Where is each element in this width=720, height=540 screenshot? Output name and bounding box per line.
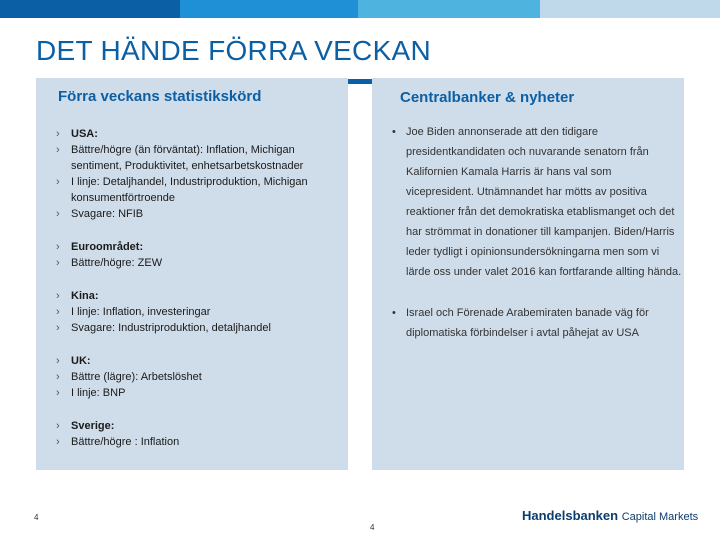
chevron-right-icon: ›: [56, 208, 60, 220]
region-heading: [56, 288, 342, 304]
chevron-right-icon: ›: [56, 436, 60, 448]
statistics-item: [56, 434, 342, 450]
statistics-item: [56, 142, 342, 174]
region-heading: [56, 353, 342, 369]
chevron-right-icon: ›: [56, 355, 60, 367]
statistics-item-text: I linje: Detaljhandel, Industriproduktion, Michigan konsumentförtroende: [71, 176, 308, 204]
statistics-item-text: USA:: [71, 128, 98, 140]
top-bar-segment-4: [540, 0, 720, 18]
statistics-group: [56, 126, 342, 222]
statistics-item: [56, 304, 342, 320]
statistics-group: [56, 288, 342, 336]
statistics-item-text: Bättre/högre: ZEW: [71, 257, 163, 269]
logo-sub-text: Capital Markets: [621, 511, 699, 523]
statistics-group: [56, 418, 342, 450]
statistics-item-text: Kina:: [71, 290, 99, 302]
page-title: DET HÄNDE FÖRRA VECKAN: [36, 35, 432, 66]
statistics-item: [56, 369, 342, 385]
statistics-item-text: Bättre/högre (än förväntat): Inflation, Michigan sentiment, Produktivitet, enhetsarbetskostnader: [71, 144, 304, 172]
statistics-item-text: Euroområdet:: [71, 241, 144, 253]
news-list: [392, 122, 682, 364]
chevron-right-icon: ›: [56, 144, 60, 156]
chevron-right-icon: ›: [56, 387, 60, 399]
statistics-group: [56, 239, 342, 271]
region-heading: [56, 126, 342, 142]
statistics-panel: [36, 78, 348, 470]
statistics-item-text: UK:: [71, 355, 91, 367]
statistics-item-text: Bättre/högre : Inflation: [71, 436, 180, 448]
handelsbanken-logo: [522, 508, 698, 523]
page-number-center: 4: [370, 523, 375, 532]
chevron-right-icon: ›: [56, 306, 60, 318]
chevron-right-icon: ›: [56, 257, 60, 269]
statistics-heading: Förra veckans statistikskörd: [58, 88, 262, 105]
chevron-right-icon: ›: [56, 371, 60, 383]
statistics-item-text: Sverige:: [71, 420, 115, 432]
statistics-item: [56, 206, 342, 222]
logo-main-text: Handelsbanken: [522, 508, 619, 523]
statistics-item: [56, 174, 342, 206]
region-heading: [56, 239, 342, 255]
news-item-text: Joe Biden annonserade att den tidigare presidentkandidaten och nuvarande senatorn från Kalifornien Kamala Harris är hans val som vicepresident. Utnämnandet har mötts av positiva reaktioner från det demokratiska etablismanget och det har strömmat in donationer till kampanjen. Biden/Harris leder tydligt i opinionsundersökningarna men som vi lärde oss under valet 2016 kan fortfarande allting hända.: [406, 126, 682, 278]
statistics-item: [56, 320, 342, 336]
chevron-right-icon: ›: [56, 290, 60, 302]
chevron-right-icon: ›: [56, 322, 60, 334]
news-panel: [372, 78, 684, 470]
statistics-item-text: Bättre (lägre): Arbetslöshet: [71, 371, 202, 383]
news-item: [392, 303, 682, 343]
statistics-item-text: Svagare: Industriproduktion, detaljhandel: [71, 322, 271, 334]
news-item-text: Israel och Förenade Arabemiraten banade väg för diplomatiska förbindelser i avtal påhejat av USA: [406, 307, 649, 339]
chevron-right-icon: ›: [56, 128, 60, 140]
statistics-item: [56, 255, 342, 271]
bullet-icon: •: [392, 126, 396, 138]
top-bar-segment-1: [0, 0, 180, 18]
news-item: [392, 122, 682, 282]
page-number-left: 4: [34, 513, 39, 522]
chevron-right-icon: ›: [56, 176, 60, 188]
statistics-group: [56, 353, 342, 401]
news-heading: Centralbanker & nyheter: [400, 89, 575, 106]
top-bar-segment-3: [358, 0, 540, 18]
chevron-right-icon: ›: [56, 241, 60, 253]
bullet-icon: •: [392, 307, 396, 319]
region-heading: [56, 418, 342, 434]
statistics-item-text: I linje: BNP: [71, 387, 126, 399]
top-bar-segment-2: [180, 0, 358, 18]
top-color-bar: [0, 0, 720, 18]
statistics-item-text: I linje: Inflation, investeringar: [71, 306, 211, 318]
statistics-list: [56, 126, 342, 467]
statistics-item-text: Svagare: NFIB: [71, 208, 144, 220]
statistics-item: [56, 385, 342, 401]
chevron-right-icon: ›: [56, 420, 60, 432]
